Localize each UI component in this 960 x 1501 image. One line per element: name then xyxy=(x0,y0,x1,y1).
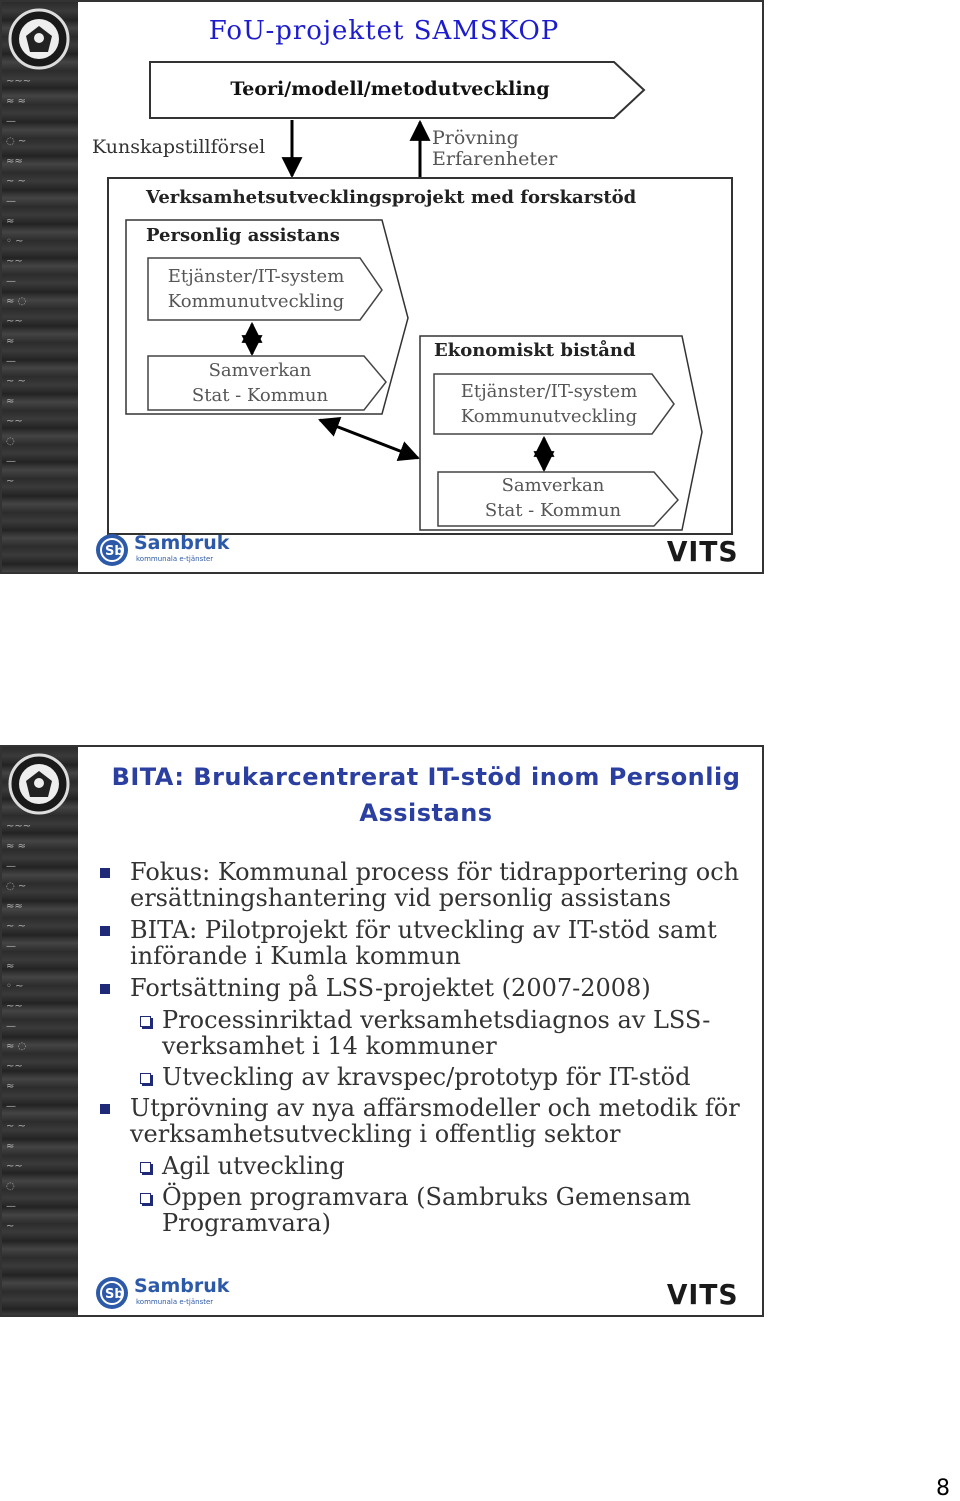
strip-doodles: ~~~ ≈ ≈ — ◌ ~ ≈≈ ~ ~ — ≈ ◦ ~ ~~ — ≈ ◌ ~~ ≈ — ~ ~ ≈ ~~ ◌ — ~ xyxy=(6,76,32,487)
b-box1-line2: Kommunutveckling xyxy=(460,406,638,427)
slide-bita xyxy=(0,745,764,1317)
b-box2-line2: Stat - Kommun xyxy=(484,500,622,521)
b-box2-line1: Samverkan xyxy=(501,475,605,496)
theory-label: Teori/modell/metodutveckling xyxy=(230,78,550,100)
slide-title: BITA: Brukarcentrerat IT-stöd inom Personlig Assistans xyxy=(111,763,741,827)
sambruk-logo xyxy=(94,532,230,568)
bullet-item: Fortsättning på LSS-projektet (2007-2008) xyxy=(98,975,748,1001)
university-emblem-icon xyxy=(8,753,70,815)
sambruk-logo-subtext: kommunala e-tjänster xyxy=(136,1298,214,1306)
bullet-item: BITA: Pilotprojekt för utveckling av IT-stöd samt införande i Kumla kommun xyxy=(98,917,748,969)
sambruk-logo-subtext: kommunala e-tjänster xyxy=(136,555,214,563)
knowledge-label: Kunskapstillförsel xyxy=(92,136,266,158)
testing-label-line1: Prövning xyxy=(432,127,519,149)
sub-bullet-item: Processinriktad verksamhetsdiagnos av LSS-verksamhet i 14 kommuner xyxy=(98,1007,748,1059)
decorative-strip xyxy=(2,747,78,1315)
slide-samskop xyxy=(0,0,764,574)
a-box2-line2: Stat - Kommun xyxy=(191,385,329,406)
b-box1-line1: Etjänster/IT-system xyxy=(460,381,638,402)
sub-bullet-item: Agil utveckling xyxy=(98,1153,748,1179)
sambruk-logo-text: Sambruk xyxy=(134,532,230,554)
testing-label-line2: Erfarenheter xyxy=(432,148,558,170)
a-box1-line2: Kommunutveckling xyxy=(167,291,345,312)
outer-box-title: Verksamhetsutvecklingsprojekt med forskarstöd xyxy=(146,187,637,208)
bullet-list xyxy=(98,859,748,1241)
a-box1-line1: Etjänster/IT-system xyxy=(167,266,345,287)
b-box2-text xyxy=(438,473,668,523)
project-b-title: Ekonomiskt bistånd xyxy=(434,340,636,361)
sambruk-logo-text: Sambruk xyxy=(134,1275,230,1297)
a-box2-line1: Samverkan xyxy=(208,360,312,381)
bullet-item: Fokus: Kommunal process för tidrapportering och ersättningshantering vid personlig assistans xyxy=(98,859,748,911)
bullet-item: Utprövning av nya affärsmodeller och metodik för verksamhetsutveckling i offentlig sektor xyxy=(98,1095,748,1147)
sambruk-logo xyxy=(94,1275,230,1311)
strip-doodles: ~~~ ≈ ≈ — ◌ ~ ≈≈ ~ ~ — ≈ ◦ ~ ~~ — ≈ ◌ ~~ ≈ — ~ ~ ≈ ~~ ◌ — ~ xyxy=(6,821,32,1232)
vits-logo: VITS xyxy=(666,1278,739,1311)
a-box1-text xyxy=(148,264,364,314)
svg-text:Sb: Sb xyxy=(105,544,124,559)
vits-logo: VITS xyxy=(666,535,739,568)
diagonal-arrow xyxy=(320,420,418,458)
page-number: 8 xyxy=(936,1476,950,1501)
b-box1-text xyxy=(434,379,664,429)
sub-bullet-item: Öppen programvara (Sambruks Gemensam Programvara) xyxy=(98,1184,748,1236)
slide-title: FoU-projektet SAMSKOP xyxy=(208,16,560,46)
testing-label xyxy=(432,128,557,170)
svg-text:Sb: Sb xyxy=(105,1287,124,1302)
a-box2-text xyxy=(148,358,372,408)
sub-bullet-item: Utveckling av kravspec/prototyp för IT-stöd xyxy=(98,1064,748,1090)
project-a-title: Personlig assistans xyxy=(146,225,340,246)
